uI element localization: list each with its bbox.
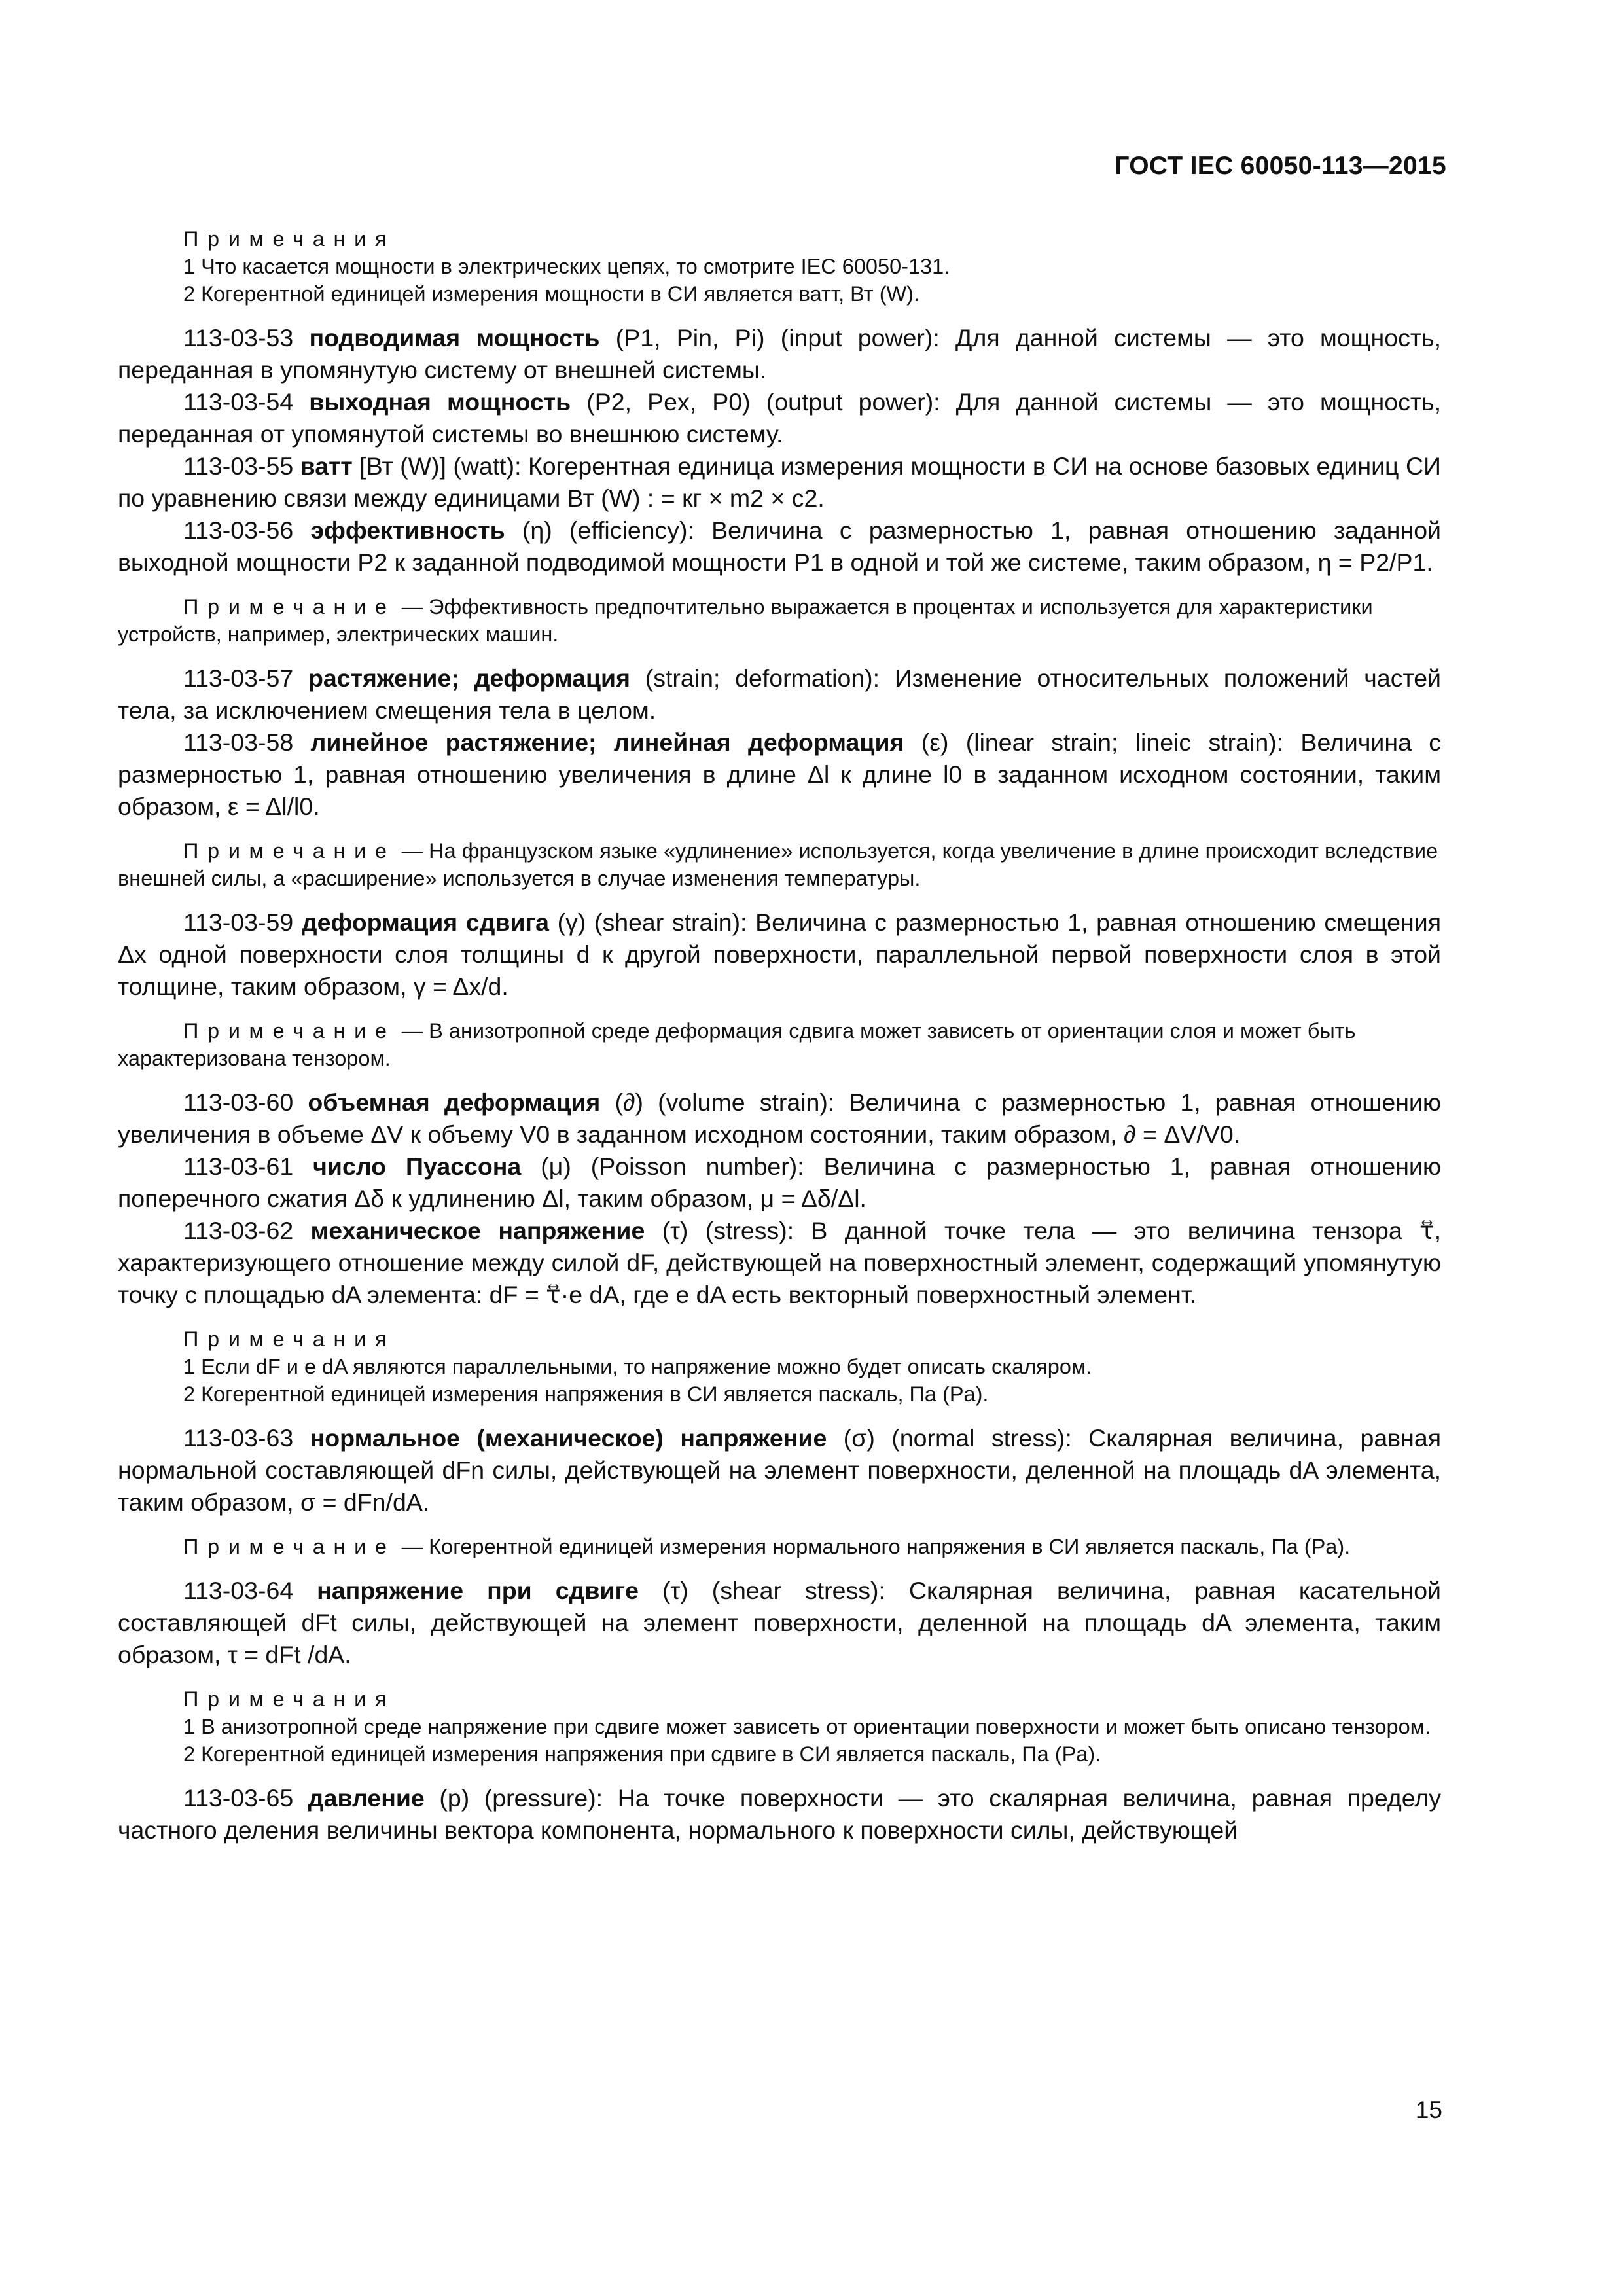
term-name: объемная деформация [308, 1088, 601, 1116]
term-number: 113-03-53 [183, 324, 294, 351]
note-block-shear-stress [118, 1685, 1441, 1768]
term-definition: (p) (pressure): На точке поверхности — это скалярная величина, равная пределу частного деления величины вектора компонента, нормального к поверхности силы, действующей [118, 1784, 1442, 1844]
term-entry-113-03-59 [118, 906, 1441, 1003]
term-entry-113-03-54 [118, 386, 1441, 450]
term-definition: (γ) (shear strain): Величина с размерностью 1, равная отношению смещения Δx одной поверхности слоя толщины d к другой поверхности, параллельной первой поверхности слоя в этой толщине, таким образом, γ = Δx/d. [118, 908, 1441, 1000]
note-title: Примечания [183, 1327, 396, 1351]
term-name: эффективность [310, 516, 505, 544]
term-number: 113-03-60 [183, 1088, 294, 1116]
term-definition: (ε) (linear strain; lineic strain): Величина с размерностью 1, равная отношению увеличения в длине Δl к длине l0 в заданном исходном состоянии, таким образом, ε = Δl/l0. [118, 728, 1442, 820]
note-line: 1 В анизотропной среде напряжение при сдвиге может зависеть от ориентации поверхности и может быть описано тензором. [183, 1715, 1431, 1738]
note-title: Примечание [183, 1019, 396, 1043]
term-entry-113-03-57 [118, 662, 1441, 726]
note-line: 2 Когерентной единицей измерения мощности в СИ является ватт, Вт (W). [183, 282, 920, 306]
term-number: 113-03-62 [183, 1217, 294, 1244]
term-name: деформация сдвига [301, 908, 550, 936]
page-content [118, 225, 1441, 1846]
term-definition: (τ) (stress): В данной точке тела — это величина тензора τ⃡, характеризующего отношение между силой dF, действующей на поверхностный элемент, содержащий упомянутую точку с площадью dA элемента: dF = τ⃡·e dA, где e dA есть векторный поверхностный элемент. [118, 1217, 1442, 1308]
term-number: 113-03-61 [183, 1153, 294, 1180]
term-name: нормальное (механическое) напряжение [310, 1424, 827, 1452]
note-normal-stress [118, 1533, 1441, 1560]
note-block-stress [118, 1325, 1441, 1408]
term-entry-113-03-63 [118, 1422, 1441, 1518]
term-symbol: (P2, Pex, P0) [586, 388, 751, 416]
term-definition: (τ) (shear stress): Скалярная величина, равная касательной составляющей dFt силы, действующей на элемент поверхности, деленной на площадь dA элемента, таким образом, τ = dFt /dA. [118, 1577, 1441, 1668]
note-linear-strain [118, 837, 1441, 892]
note-text: — Когерентной единицей измерения нормального напряжения в СИ является паскаль, Па (Pa). [401, 1535, 1351, 1558]
note-line: 2 Когерентной единицей измерения напряжения при сдвиге в СИ является паскаль, Па (Pa). [183, 1742, 1101, 1766]
note-efficiency [118, 593, 1441, 648]
term-definition: (output power): Для данной системы — это мощность, переданная от упомянутой системы во внешнюю систему. [118, 388, 1441, 448]
term-number: 113-03-57 [183, 664, 294, 692]
term-entry-113-03-56 [118, 514, 1441, 579]
term-name: выходная мощность [309, 388, 571, 416]
note-title: Примечание [183, 1535, 396, 1558]
note-line: 1 Что касается мощности в электрических цепях, то смотрите IEC 60050-131. [183, 255, 950, 278]
term-entry-113-03-60 [118, 1086, 1441, 1151]
page-number: 15 [1415, 2096, 1442, 2123]
note-title: Примечание [183, 839, 396, 863]
document-code-header: ГОСТ IEC 60050-113—2015 [1115, 152, 1446, 180]
term-name: подводимая мощность [309, 324, 600, 351]
term-number: 113-03-65 [183, 1784, 294, 1812]
term-name: число Пуассона [313, 1153, 522, 1180]
term-definition: (input power): Для данной системы — это мощность, переданная в упомянутую систему от внешней системы. [118, 324, 1441, 384]
term-name: растяжение; деформация [308, 664, 630, 692]
term-entry-113-03-65 [118, 1782, 1441, 1846]
term-name: напряжение при сдвиге [317, 1577, 639, 1604]
term-name: механическое напряжение [310, 1217, 645, 1244]
term-symbol: (P1, Pin, Pi) [615, 324, 765, 351]
term-number: 113-03-55 [183, 452, 294, 480]
term-definition: (∂) (volume strain): Величина с размерностью 1, равная отношению увеличения в объеме ΔV к объему V0 в заданном исходном состоянии, таким образом, ∂ = ΔV/V0. [118, 1088, 1441, 1148]
term-number: 113-03-56 [183, 516, 294, 544]
term-definition: (μ) (Poisson number): Величина с размерностью 1, равная отношению поперечного сжатия Δδ к удлинению Δl, таким образом, μ = Δδ/Δl. [118, 1153, 1441, 1212]
term-definition: [Вт (W)] (watt): Когерентная единица измерения мощности в СИ на основе базовых единиц СИ по уравнению связи между единицами Вт (W) : = кг × m2 × c2. [118, 452, 1442, 512]
note-title: Примечания [183, 1687, 396, 1711]
term-entry-113-03-62 [118, 1215, 1441, 1311]
note-title: Примечание [183, 595, 396, 619]
note-block-power [118, 225, 1441, 308]
term-name: давление [308, 1784, 425, 1812]
term-definition: (strain; deformation): Изменение относительных положений частей тела, за исключением смещения тела в целом. [118, 664, 1442, 724]
note-text: — Эффективность предпочтительно выражается в процентах и используется для характеристики устройств, например, электрических машин. [118, 595, 1373, 646]
term-entry-113-03-53 [118, 322, 1441, 386]
term-number: 113-03-58 [183, 728, 294, 756]
term-name: линейное растяжение; линейная деформация [310, 728, 904, 756]
note-shear-strain [118, 1017, 1441, 1072]
term-number: 113-03-64 [183, 1577, 294, 1604]
term-number: 113-03-59 [183, 908, 294, 936]
note-line: 1 Если dF и e dA являются параллельными, то напряжение можно будет описать скаляром. [183, 1355, 1092, 1378]
note-line: 2 Когерентной единицей измерения напряжения в СИ является паскаль, Па (Pa). [183, 1382, 989, 1406]
term-name: ватт [300, 452, 353, 480]
term-definition: (σ) (normal stress): Скалярная величина, равная нормальной составляющей dFn силы, действующей на элемент поверхности, деленной на площадь dA элемента, таким образом, σ = dFn/dA. [118, 1424, 1442, 1516]
term-definition: (η) (efficiency): Величина с размерностью 1, равная отношению заданной выходной мощности P2 к заданной подводимой мощности P1 в одной и той же системе, таким образом, η = P2/P1. [118, 516, 1441, 576]
term-entry-113-03-64 [118, 1575, 1441, 1671]
term-entry-113-03-61 [118, 1151, 1441, 1215]
term-entry-113-03-58 [118, 726, 1441, 823]
note-text: — В анизотропной среде деформация сдвига может зависеть от ориентации слоя и может быть характеризована тензором. [118, 1019, 1356, 1070]
note-title: Примечания [183, 227, 396, 251]
term-entry-113-03-55 [118, 450, 1441, 514]
term-number: 113-03-63 [183, 1424, 294, 1452]
note-text: — На французском языке «удлинение» используется, когда увеличение в длине происходит вследствие внешней силы, а «расширение» используется в случае изменения температуры. [118, 839, 1438, 890]
term-number: 113-03-54 [183, 388, 294, 416]
